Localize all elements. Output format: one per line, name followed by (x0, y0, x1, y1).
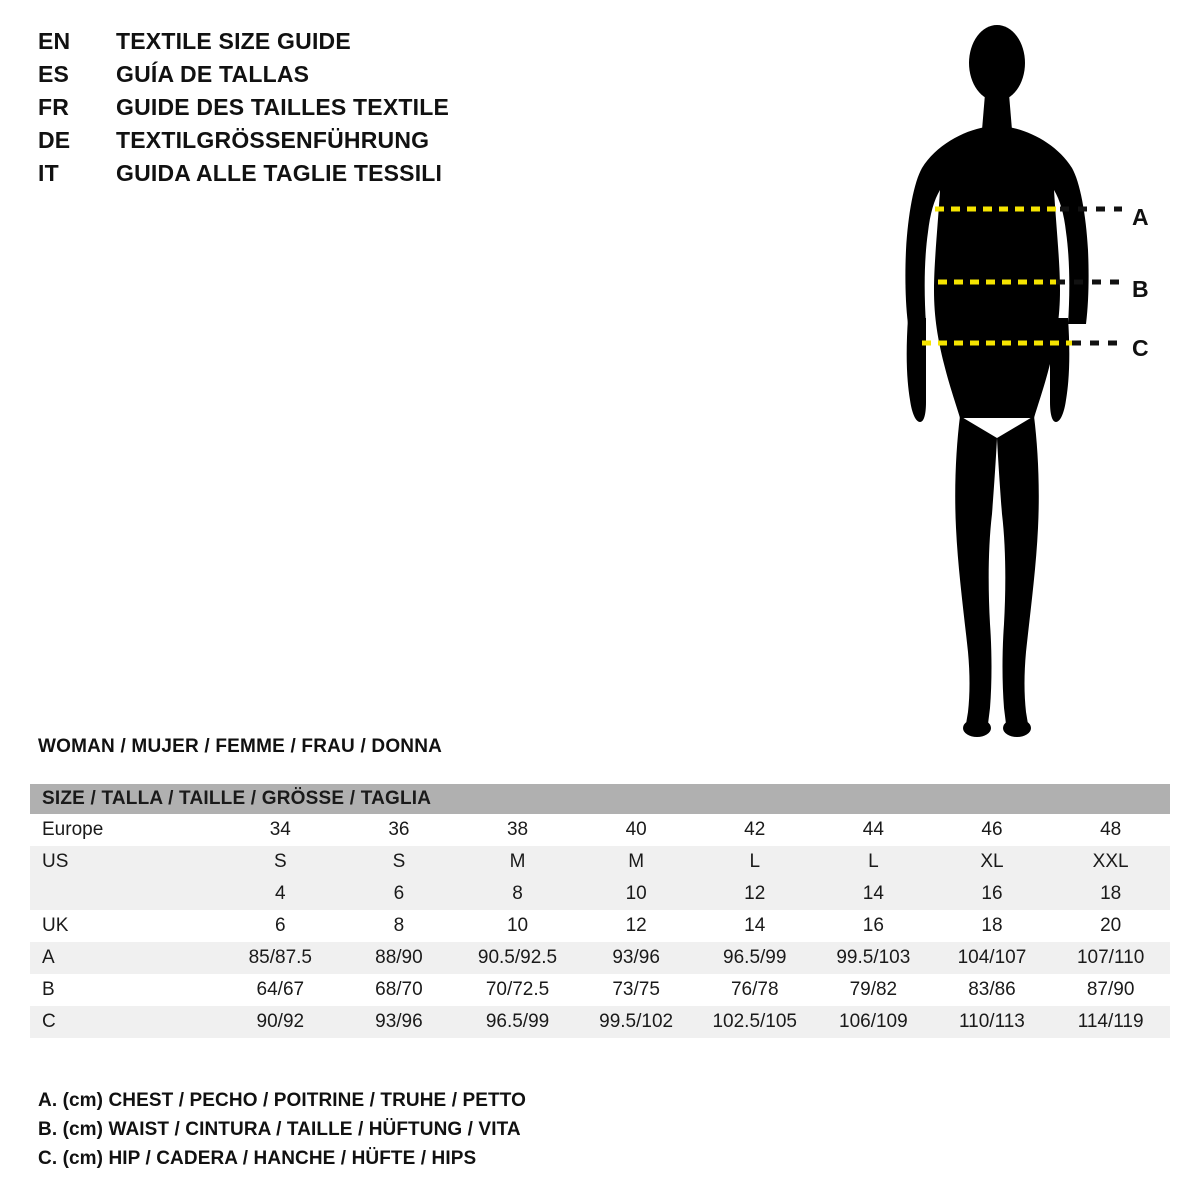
table-cell: 18 (933, 910, 1052, 942)
measure-label-c: C (1132, 335, 1149, 361)
table-row (30, 942, 1170, 974)
language-code: IT (38, 160, 59, 186)
table-cell: XXL (1051, 846, 1170, 878)
table-cell: M (577, 846, 696, 878)
language-row (38, 61, 638, 94)
table-cell: 88/90 (340, 942, 459, 974)
language-row (38, 28, 638, 61)
table-cell: S (221, 846, 340, 878)
table-cell: 44 (814, 814, 933, 846)
table-cell: 20 (1051, 910, 1170, 942)
language-title: GUIDE DES TAILLES TEXTILE (116, 94, 449, 120)
table-cell: 99.5/102 (577, 1006, 696, 1038)
table-cell: 40 (577, 814, 696, 846)
row-label: US (30, 846, 221, 878)
language-title-block (38, 28, 638, 193)
table-cell: S (340, 846, 459, 878)
table-cell: 4 (221, 878, 340, 910)
section-caption: WOMAN / MUJER / FEMME / FRAU / DONNA (38, 736, 443, 757)
row-label (30, 878, 221, 910)
row-label: A (30, 942, 221, 974)
row-label: B (30, 974, 221, 1006)
table-cell: 114/119 (1051, 1006, 1170, 1038)
table-cell: 107/110 (1051, 942, 1170, 974)
row-label: C (30, 1006, 221, 1038)
measurement-legend (38, 1090, 938, 1177)
table-cell: 14 (695, 910, 814, 942)
table-cell: 46 (933, 814, 1052, 846)
language-row (38, 94, 638, 127)
language-code: ES (38, 61, 70, 87)
table-header-label: SIZE / TALLA / TAILLE / GRÖSSE / TAGLIA (30, 784, 1170, 814)
table-cell: 110/113 (933, 1006, 1052, 1038)
language-title: TEXTILGRÖSSENFÜHRUNG (116, 127, 430, 153)
table-cell: 93/96 (577, 942, 696, 974)
table-cell: 42 (695, 814, 814, 846)
table-cell: 10 (577, 878, 696, 910)
table-cell: 12 (695, 878, 814, 910)
table-row (30, 846, 1170, 878)
table-cell: 64/67 (221, 974, 340, 1006)
table-cell: 76/78 (695, 974, 814, 1006)
table-cell: 6 (340, 878, 459, 910)
legend-line-b: B. (cm) WAIST / CINTURA / TAILLE / HÜFTUNG / VITA (38, 1119, 521, 1140)
table-cell: 6 (221, 910, 340, 942)
table-cell: 12 (577, 910, 696, 942)
table-cell: 90.5/92.5 (458, 942, 577, 974)
language-row (38, 127, 638, 160)
language-title: TEXTILE SIZE GUIDE (116, 28, 351, 54)
table-cell: 99.5/103 (814, 942, 933, 974)
table-cell: 16 (933, 878, 1052, 910)
table-cell: 48 (1051, 814, 1170, 846)
row-label: Europe (30, 814, 221, 846)
table-cell: L (695, 846, 814, 878)
table-row (30, 1006, 1170, 1038)
language-code: EN (38, 28, 71, 54)
body-figure (860, 18, 1180, 748)
row-label: UK (30, 910, 221, 942)
size-table (30, 784, 1170, 1038)
legend-line-a: A. (cm) CHEST / PECHO / POITRINE / TRUHE / PETTO (38, 1090, 526, 1111)
table-row (30, 878, 1170, 910)
table-cell: 96.5/99 (458, 1006, 577, 1038)
female-silhouette-icon (860, 18, 1180, 748)
table-cell: 8 (340, 910, 459, 942)
table-row (30, 974, 1170, 1006)
language-code: DE (38, 127, 71, 153)
measure-label-a: A (1132, 204, 1149, 230)
measure-label-b: B (1132, 276, 1149, 302)
table-cell: 79/82 (814, 974, 933, 1006)
language-title: GUÍA DE TALLAS (116, 61, 310, 87)
table-cell: 68/70 (340, 974, 459, 1006)
table-row (30, 910, 1170, 942)
table-cell: 93/96 (340, 1006, 459, 1038)
table-cell: 36 (340, 814, 459, 846)
table-row (30, 814, 1170, 846)
language-code: FR (38, 94, 70, 120)
table-cell: 83/86 (933, 974, 1052, 1006)
table-cell: 85/87.5 (221, 942, 340, 974)
table-cell: 34 (221, 814, 340, 846)
table-cell: L (814, 846, 933, 878)
legend-line-c: C. (cm) HIP / CADERA / HANCHE / HÜFTE / HIPS (38, 1148, 477, 1169)
table-cell: 14 (814, 878, 933, 910)
language-row (38, 160, 638, 193)
table-cell: M (458, 846, 577, 878)
table-cell: 104/107 (933, 942, 1052, 974)
table-cell: 10 (458, 910, 577, 942)
table-cell: 87/90 (1051, 974, 1170, 1006)
table-cell: XL (933, 846, 1052, 878)
table-cell: 8 (458, 878, 577, 910)
table-header-row (30, 784, 1170, 814)
table-cell: 106/109 (814, 1006, 933, 1038)
table-cell: 96.5/99 (695, 942, 814, 974)
table-cell: 70/72.5 (458, 974, 577, 1006)
table-cell: 18 (1051, 878, 1170, 910)
table-cell: 90/92 (221, 1006, 340, 1038)
table-cell: 16 (814, 910, 933, 942)
table-cell: 102.5/105 (695, 1006, 814, 1038)
table-cell: 73/75 (577, 974, 696, 1006)
language-title: GUIDA ALLE TAGLIE TESSILI (116, 160, 443, 186)
table-cell: 38 (458, 814, 577, 846)
